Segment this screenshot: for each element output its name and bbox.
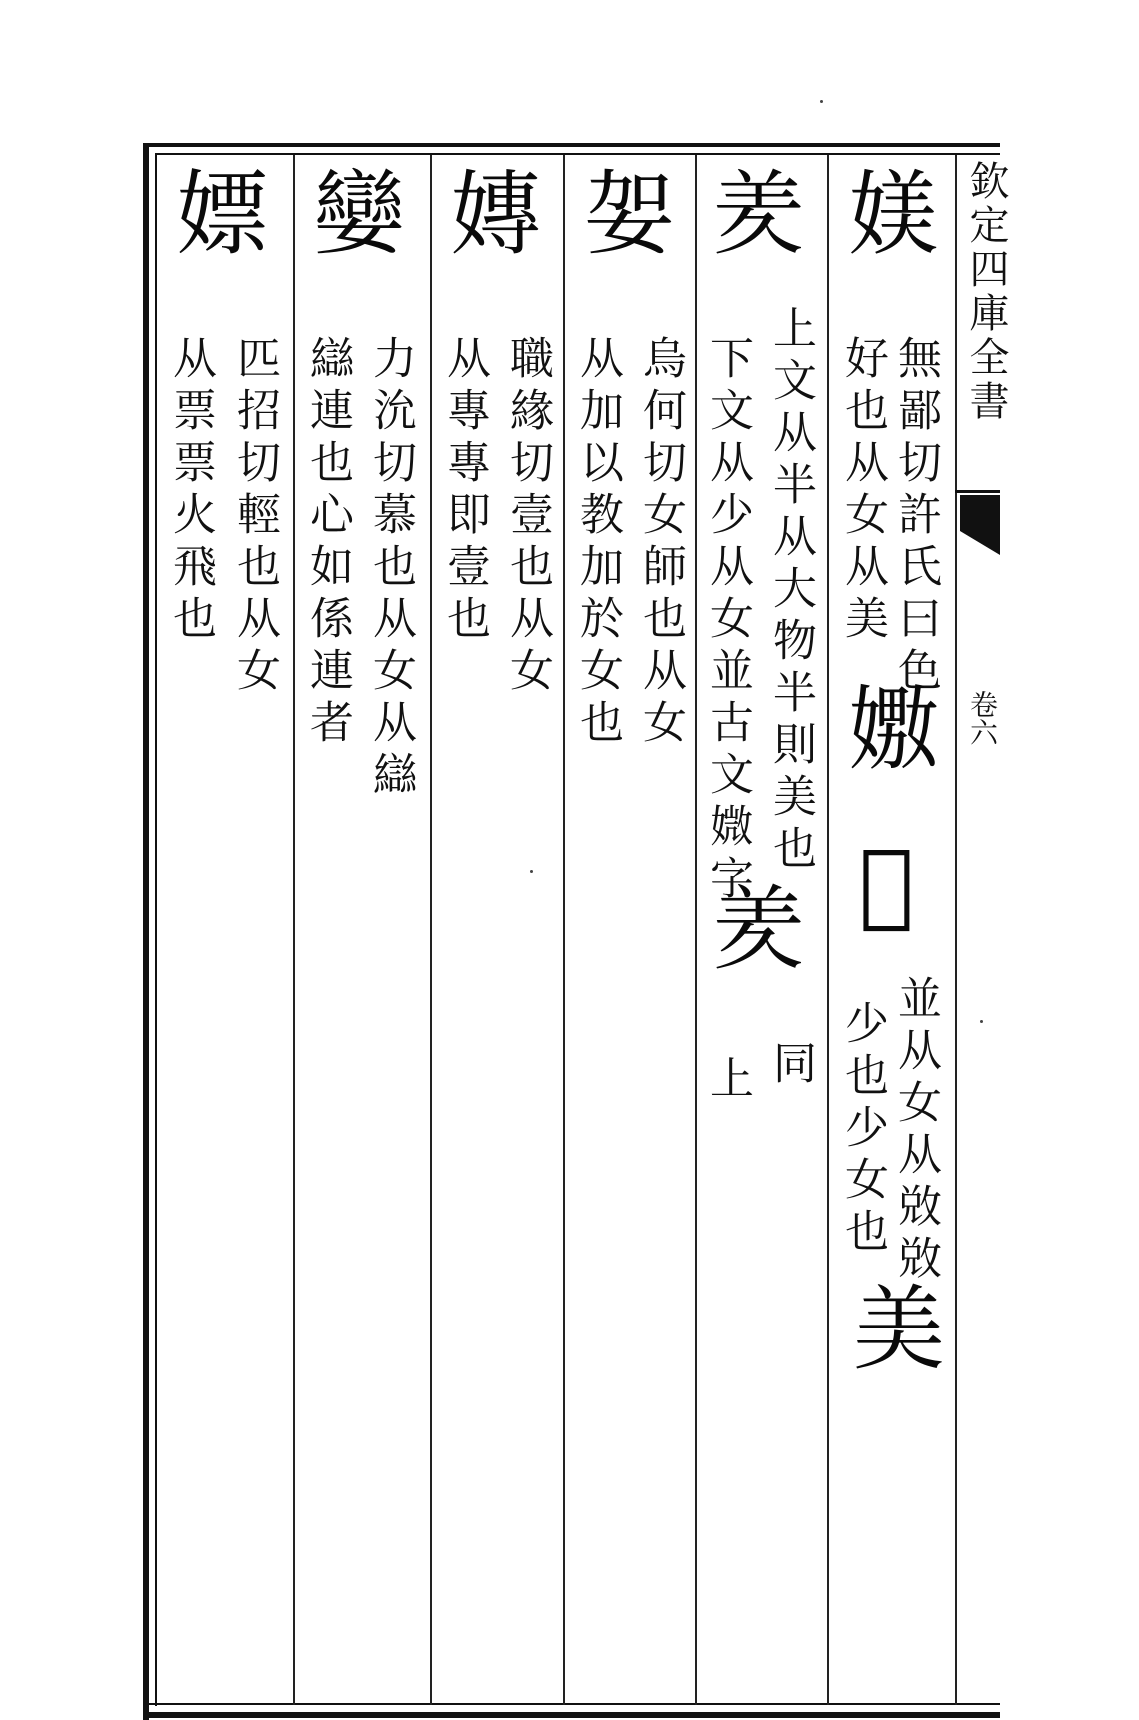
frame-left-border: [143, 143, 149, 1720]
gloss-text: 匹招切輕也从女: [229, 335, 280, 699]
column-rule: [563, 155, 565, 1705]
seal-character: 嫖: [161, 165, 268, 263]
column-rule: [695, 155, 697, 1705]
volume-label: 卷六: [966, 690, 999, 746]
seal-character: 嫐: [833, 680, 940, 778]
gloss-text: 上文从半从大物半則美也: [765, 305, 816, 877]
scan-speck: [980, 1020, 983, 1023]
gloss-text: 並从女从敚敚: [890, 975, 941, 1287]
gloss-text: 从加以教加於女也: [572, 335, 623, 751]
seal-character: 羑: [698, 880, 805, 978]
gloss-text: 無鄙切許氏曰色: [890, 335, 941, 699]
gloss-text: 職緣切壹也从女: [502, 335, 553, 699]
gloss-text: 上: [702, 1055, 753, 1107]
gloss-text: 力沇切慕也从女从䜌: [365, 335, 416, 803]
seal-character: 孌: [298, 165, 405, 263]
gloss-text: 从票票火飛也: [165, 335, 216, 647]
frame-bottom-inner-border: [143, 1703, 1000, 1705]
seal-character: 美: [838, 1280, 945, 1378]
seal-character: 妿: [568, 165, 675, 263]
gloss-text: 䜌連也心如係連者: [302, 335, 353, 751]
margin-divider: [955, 490, 1000, 493]
frame-top-border: [143, 143, 1000, 147]
scan-speck: [530, 870, 533, 873]
column-rule: [293, 155, 295, 1705]
seal-character: 𡟊: [833, 830, 940, 943]
gloss-text: 好也从女从美: [837, 335, 888, 647]
frame-inner-top: [155, 153, 1000, 155]
seal-character: 羑: [698, 165, 805, 263]
seal-character: 嫥: [435, 165, 542, 263]
gloss-text: 同: [765, 1040, 816, 1092]
gloss-text: 从專專即壹也: [439, 335, 490, 647]
gloss-text: 烏何切女師也从女: [635, 335, 686, 751]
scan-speck: [820, 100, 823, 103]
book-title: 欽定四庫全書: [963, 160, 1009, 424]
column-rule: [430, 155, 432, 1705]
column-rule: [827, 155, 829, 1705]
frame-bottom-border: [143, 1712, 1000, 1718]
gloss-text: 少也少女也: [837, 1000, 888, 1260]
frame-inner-left: [155, 153, 157, 1706]
gloss-text: 下文从少从女並古文媺字: [702, 335, 753, 907]
seal-character: 媄: [833, 165, 940, 263]
